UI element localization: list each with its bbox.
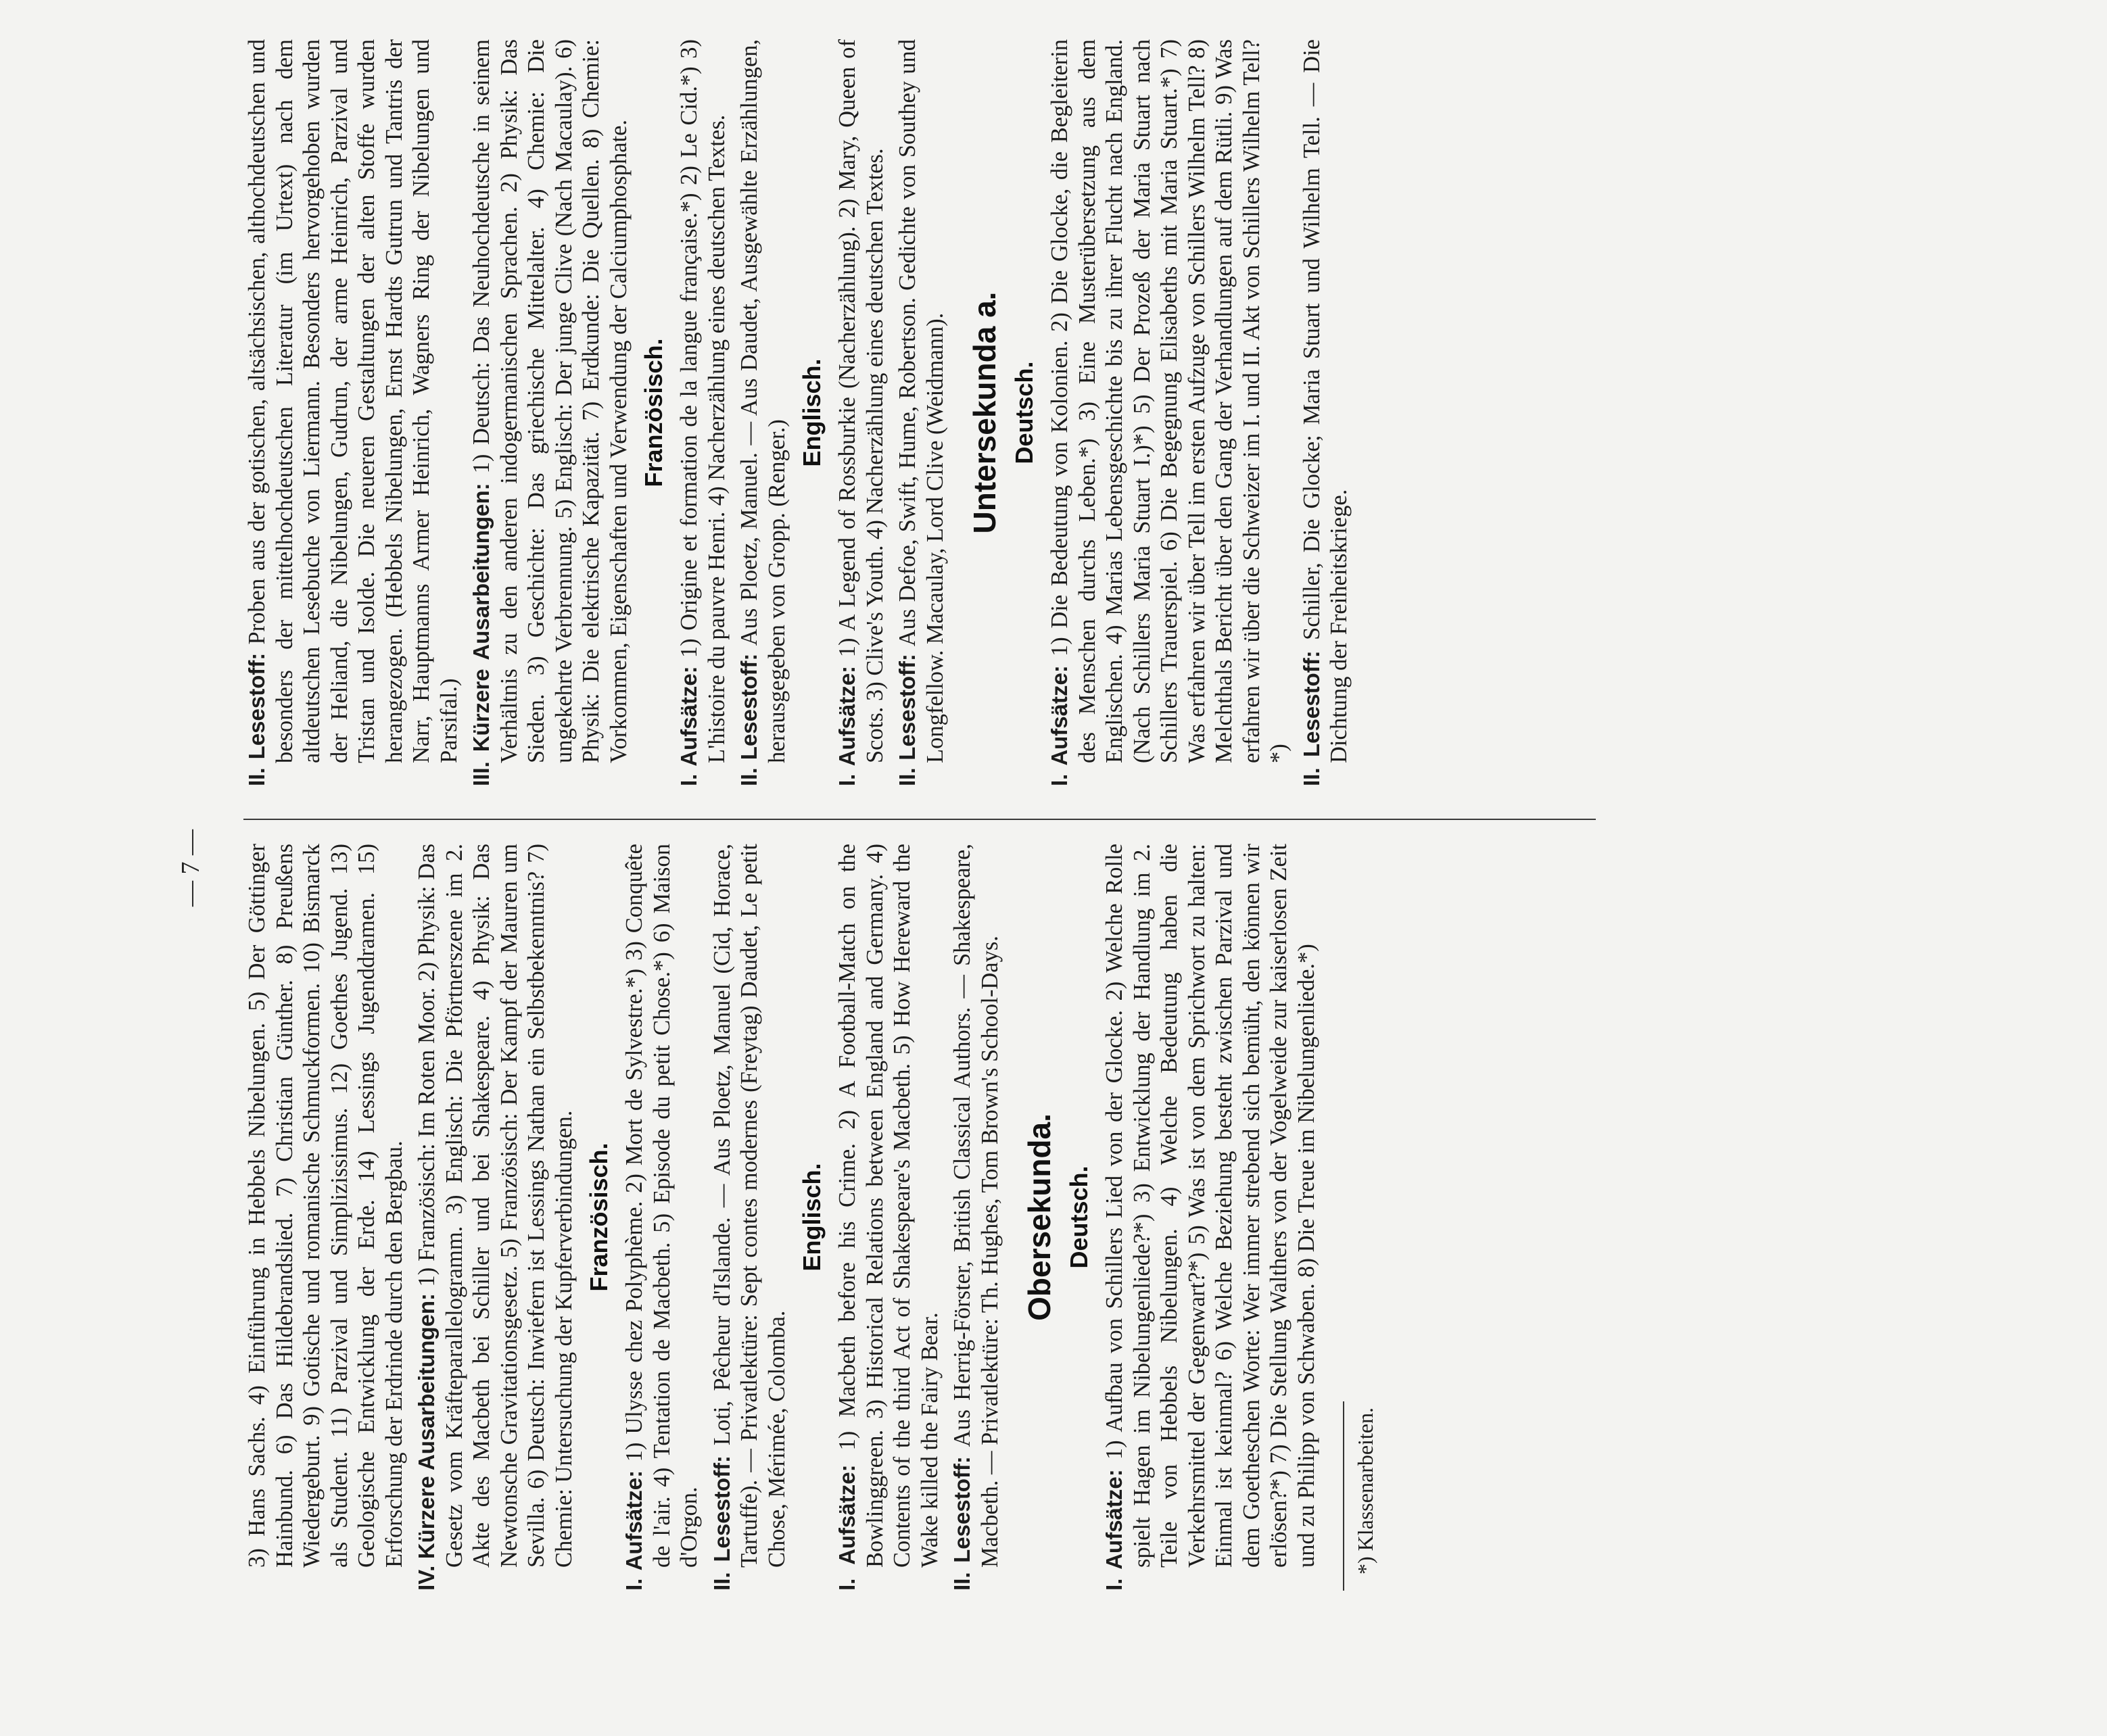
subject-heading: Englisch.	[798, 1163, 826, 1272]
left-paragraph	[949, 844, 1003, 1591]
paragraph-text: 1) Ulysse chez Polyphème. 2) Mort de Sylvestre.*) 3) Conquête de l'air. 4) Tentation de Macbeth. 5) Episode du petit Chose.*) 6) Maison d'Orgon.	[621, 844, 702, 1568]
paragraph-label: II. Lesestoff:	[1298, 640, 1324, 786]
paragraph-label: I. Aufsätze:	[834, 1450, 859, 1591]
right-paragraph	[676, 39, 730, 786]
subject-heading: Englisch.	[798, 358, 826, 467]
subject-heading: Französisch.	[640, 338, 667, 487]
page-number: — 7 —	[176, 829, 205, 907]
left-paragraph	[1101, 844, 1320, 1591]
left-column	[243, 844, 1378, 1591]
paragraph-label: II. Lesestoff:	[709, 1445, 734, 1591]
paragraph-text: 1) Aufbau von Schillers Lied von der Glocke. 2) Welche Rolle spielt Hagen im Nibelungenliede?*) 3) Entwicklung der Handlung im 2. Teile von Hebbels Nibelungen. 4) Welche Bedeutung haben die Verkehrsmittel der Gegenwart?*) 5) Was ist von dem Sprichwort zu halten: Einmal ist keinmal? 6) Welche Beziehung besteht zwischen Parzival und dem Goetheschen Worte: Wer immer strebend sich bemüht, den können wir erlösen?*) 7) Die Stellung Walthers von der Vogelweide zur kaiserlosen Zeit und zu Philipp von Schwaben. 8) Die Treue im Nibelungenliede.*)	[1102, 843, 1319, 1568]
paragraph-label: I. Aufsätze:	[676, 658, 701, 786]
right-paragraph	[1298, 39, 1353, 786]
right-column	[243, 39, 1358, 786]
paragraph-text: Loti, Pêcheur d'Islande. — Aus Ploetz, Manuel (Cid, Horace, Tartuffe). — Privatlektüre: Sept contes modernes (Freytag) Daudet, Le petit Chose, Mérimée, Colomba.	[709, 843, 790, 1568]
section-heading: Untersekunda a.	[967, 291, 1002, 534]
footnote: *) Klassenarbeiten.	[1353, 1407, 1377, 1574]
right-paragraph	[243, 39, 463, 786]
left-paragraph	[413, 844, 577, 1591]
left-paragraph	[834, 844, 943, 1591]
paragraph-text: 3) Hans Sachs. 4) Einführung in Hebbels Nibelungen. 5) Der Göttinger Hainbund. 6) Das Hildebrandslied. 7) Christian Günther. 8) Preußens Wiedergeburt. 9) Gotische und romanische Schmuckformen. 10) Bismarck als Student. 11) Parzival und Simplizissimus. 12) Goethes Jugend. 13) Geologische Entwicklung der Erde. 14) Lessings Jugenddramen. 15) Erforschung der Erdrinde durch den Bergbau.	[244, 844, 407, 1568]
right-paragraph	[1046, 39, 1293, 786]
paragraph-label: IV. Kürzere Ausarbeitungen:	[414, 1286, 439, 1591]
paragraph-text: 1) Origine et formation de la langue française.*) 2) Le Cid.*) 3) L'histoire du pauvre Henri. 4) Nacherzählung eines deutschen Textes.	[676, 39, 730, 763]
paragraph-text: 1) A Legend of Rossburkie (Nacherzählung). 2) Mary, Queen of Scots. 3) Clive's Youth. 4) Nacherzählung eines deutschen Textes.	[834, 39, 888, 763]
paragraph-text: Proben aus der gotischen, altsächsischen, althochdeutschen und besonders der mittelhochdeutschen Literatur (im Urtext) nach dem altdeutschen Lesebuche von Liermann. Besonders hervorgehoben wurden der Heliand, die Nibelungen, Gudrun, der arme Heinrich, Parzival und Tristan und Isolde. Die neueren Gestaltungen der alten Stoffe wurden herangezogen. (Hebbels Nibelungen, Ernst Hardts Gutrun und Tantris der Narr, Hauptmanns Armer Heinrich, Wagners Ring der Nibelungen und Parsifal.)	[244, 39, 462, 763]
section-heading: Obersekunda.	[1022, 1113, 1057, 1321]
paragraph-label: I. Aufsätze:	[834, 657, 859, 786]
paragraph-label: III. Kürzere Ausarbeitungen:	[469, 473, 494, 786]
paragraph-label: II. Lesestoff:	[736, 646, 761, 786]
paragraph-text: Aus Ploetz, Manuel. — Aus Daudet, Ausgewählte Erzählungen, herausgegeben von Gropp. (Renger.)	[736, 39, 790, 763]
left-paragraph	[709, 844, 791, 1591]
subject-heading: Französisch.	[585, 1142, 613, 1292]
paragraph-text: 1) Die Bedeutung von Kolonien. 2) Die Glocke, die Begleiterin des Menschen durchs Leben.*) 3) Eine Musterübersetzung aus dem Englischen. 4) Marias Lebensgeschichte bis zu ihrer Flucht nach England. (Nach Schillers Maria Stuart I.)*) 5) Der Prozeß der Maria Stuart nach Schillers Trauerspiel. 6) Die Begegnung Elisabeths mit Maria Stuart.*) 7) Was erfahren wir über Tell im ersten Aufzuge von Schillers Wilhelm Tell? 8) Melchthals Bericht über den Gang der Verhandlungen auf dem Rütli. 9) Was erfahren wir über die Schweizer im I. und II. Akt von Schillers Wilhelm Tell?*)	[1047, 39, 1292, 763]
left-paragraph	[621, 844, 703, 1591]
paragraph-label: I. Aufsätze:	[1102, 1460, 1127, 1591]
paragraph-text: Aus Herrig-Förster, British Classical Authors. — Shakespeare, Macbeth. — Privatlektüre: Th. Hughes, Tom Brown's School-Days.	[949, 844, 1003, 1568]
paragraph-text: 1) Macbeth before his Crime. 2) A Football-Match on the Bowlinggreen. 3) Historical Relations between England and Germany. 4) Contents of the third Act of Shakespeare's Macbeth. 5) How Hereward the Wake killed the Fairy Bear.	[834, 844, 943, 1568]
paragraph-label: I. Aufsätze:	[621, 1462, 646, 1591]
paragraph-text: Schiller, Die Glocke; Maria Stuart und Wilhelm Tell. — Die Dichtung der Freiheitskriege.	[1298, 39, 1352, 763]
paragraph-label: II. Lesestoff:	[949, 1447, 974, 1591]
right-paragraph	[894, 39, 949, 786]
paragraph-text: Aus Defoe, Swift, Hume, Robertson. Gedichte von Southey und Longfellow. Macaulay, Lord Clive (Weidmann).	[895, 39, 948, 763]
right-paragraph	[468, 39, 632, 786]
paragraph-text: 1) Deutsch: Das Neuhochdeutsche in seinem Verhältnis zu den anderen indogermanischen Sprachen. 2) Physik: Das Sieden. 3) Geschichte: Das griechische Mittelalter. 4) Chemie: Die ungekehrte Verbrennung. 5) Englisch: Der junge Clive (Nach Macaulay). 6) Physik: Die elektrische Kapazität. 7) Erdkunde: Die Quellen. 8) Chemie: Vorkommen, Eigenschaften und Verwendung der Calciumphosphate.	[469, 39, 632, 763]
subject-heading: Deutsch.	[1065, 1165, 1093, 1269]
subject-heading: Deutsch.	[1010, 361, 1038, 464]
paragraph-label: II. Lesestoff:	[244, 644, 269, 786]
paragraph-label: II. Lesestoff:	[895, 646, 920, 786]
paragraph-label: I. Aufsätze:	[1047, 656, 1072, 786]
right-paragraph	[736, 39, 790, 786]
paragraph-text: 1) Französisch: Im Roten Moor. 2) Physik: Das Gesetz vom Kräfteparallelogramm. 3) Englisch: Die Pförtnerszene im 2. Akte des Macbeth bei Schiller und bei Shakespeare. 4) Physik: Das Newtonsche Gravitationsgesetz. 5) Französisch: Der Kampf der Mauren um Sevilla. 6) Deutsch: Inwiefern ist Lessings Nathan ein Selbstbekenntnis? 7) Chemie: Untersuchung der Kupferverbindungen.	[414, 844, 577, 1568]
footnote-rule	[1343, 1401, 1344, 1591]
right-paragraph	[834, 39, 889, 786]
column-divider	[243, 819, 1596, 820]
left-paragraph	[243, 844, 408, 1591]
